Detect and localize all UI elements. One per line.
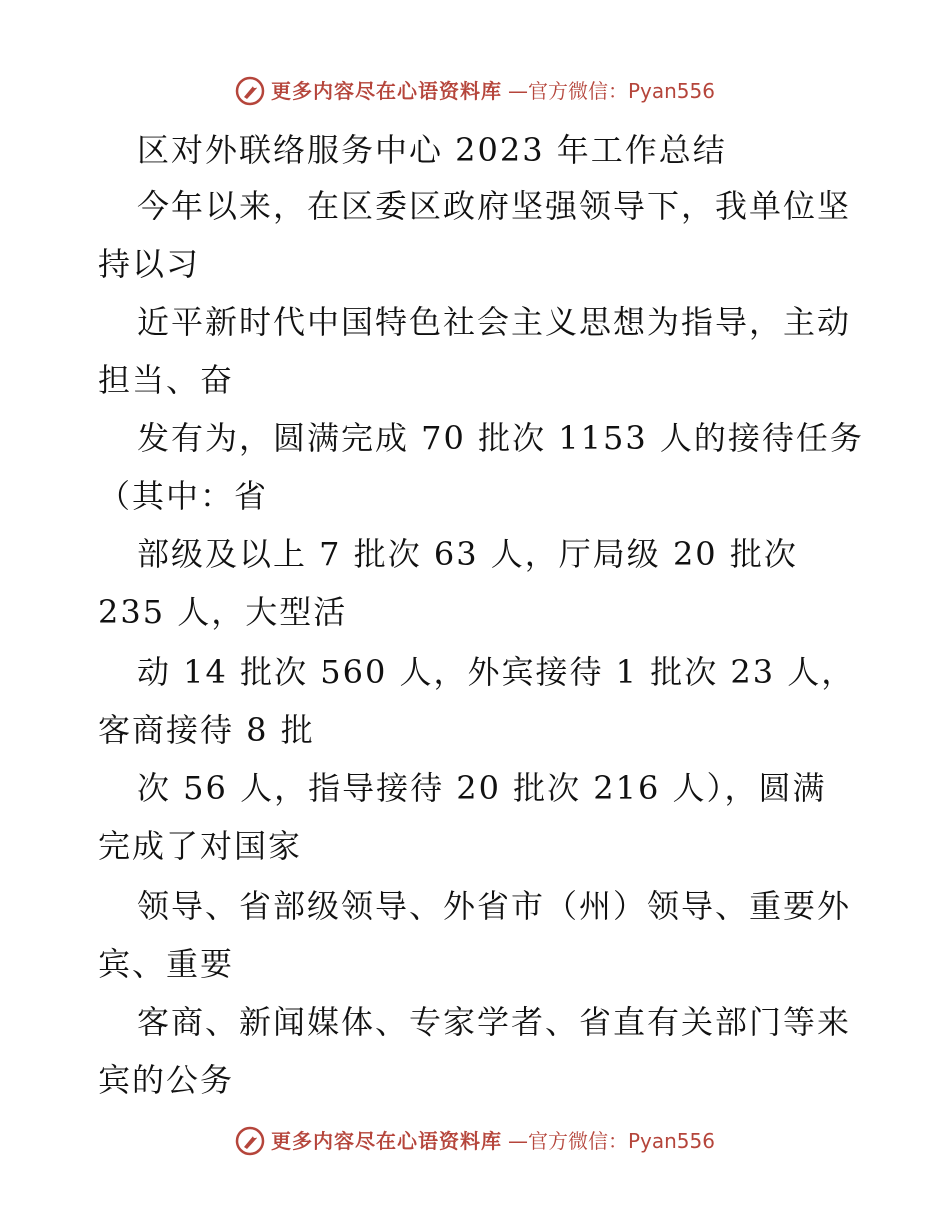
paragraph-line: 宾、重要	[98, 945, 235, 983]
paragraph-line: 近平新时代中国特色社会主义思想为指导，主动	[137, 303, 852, 341]
banner-wechat-text: —官方微信：Pyan556	[507, 79, 715, 103]
paragraph-line: （其中：省	[98, 477, 269, 515]
banner-site-text: 更多内容尽在心语资料库	[270, 79, 502, 103]
paragraph-line: 客商、新闻媒体、专家学者、省直有关部门等来	[137, 1003, 852, 1041]
paragraph-line: 完成了对国家	[98, 827, 303, 865]
banner-site-text: 更多内容尽在心语资料库	[270, 1129, 502, 1153]
banner-wechat-text: —官方微信：Pyan556	[507, 1129, 715, 1153]
paragraph-line: 领导、省部级领导、外省市（州）领导、重要外	[137, 887, 852, 925]
pen-nib-logo-icon	[235, 1126, 265, 1156]
document-title: 区对外联络服务中心 2023 年工作总结	[137, 131, 727, 169]
paragraph-line: 动 14 批次 560 人，外宾接待 1 批次 23 人，	[137, 653, 856, 691]
paragraph-line: 次 56 人，指导接待 20 批次 216 人），圆满	[137, 769, 827, 807]
paragraph-line: 发有为，圆满完成 70 批次 1153 人的接待任务	[137, 419, 864, 457]
paragraph-line: 担当、奋	[98, 361, 235, 399]
paragraph-line: 持以习	[98, 245, 201, 283]
paragraph-line: 宾的公务	[98, 1061, 235, 1099]
paragraph-line: 客商接待 8 批	[98, 711, 315, 749]
footer-banner	[0, 1126, 950, 1156]
paragraph-line: 235 人，大型活	[98, 593, 348, 631]
pen-nib-logo-icon	[235, 76, 265, 106]
paragraph-line: 今年以来，在区委区政府坚强领导下，我单位坚	[137, 187, 852, 225]
paragraph-line: 部级及以上 7 批次 63 人，厅局级 20 批次	[137, 535, 798, 573]
header-banner	[0, 76, 950, 106]
